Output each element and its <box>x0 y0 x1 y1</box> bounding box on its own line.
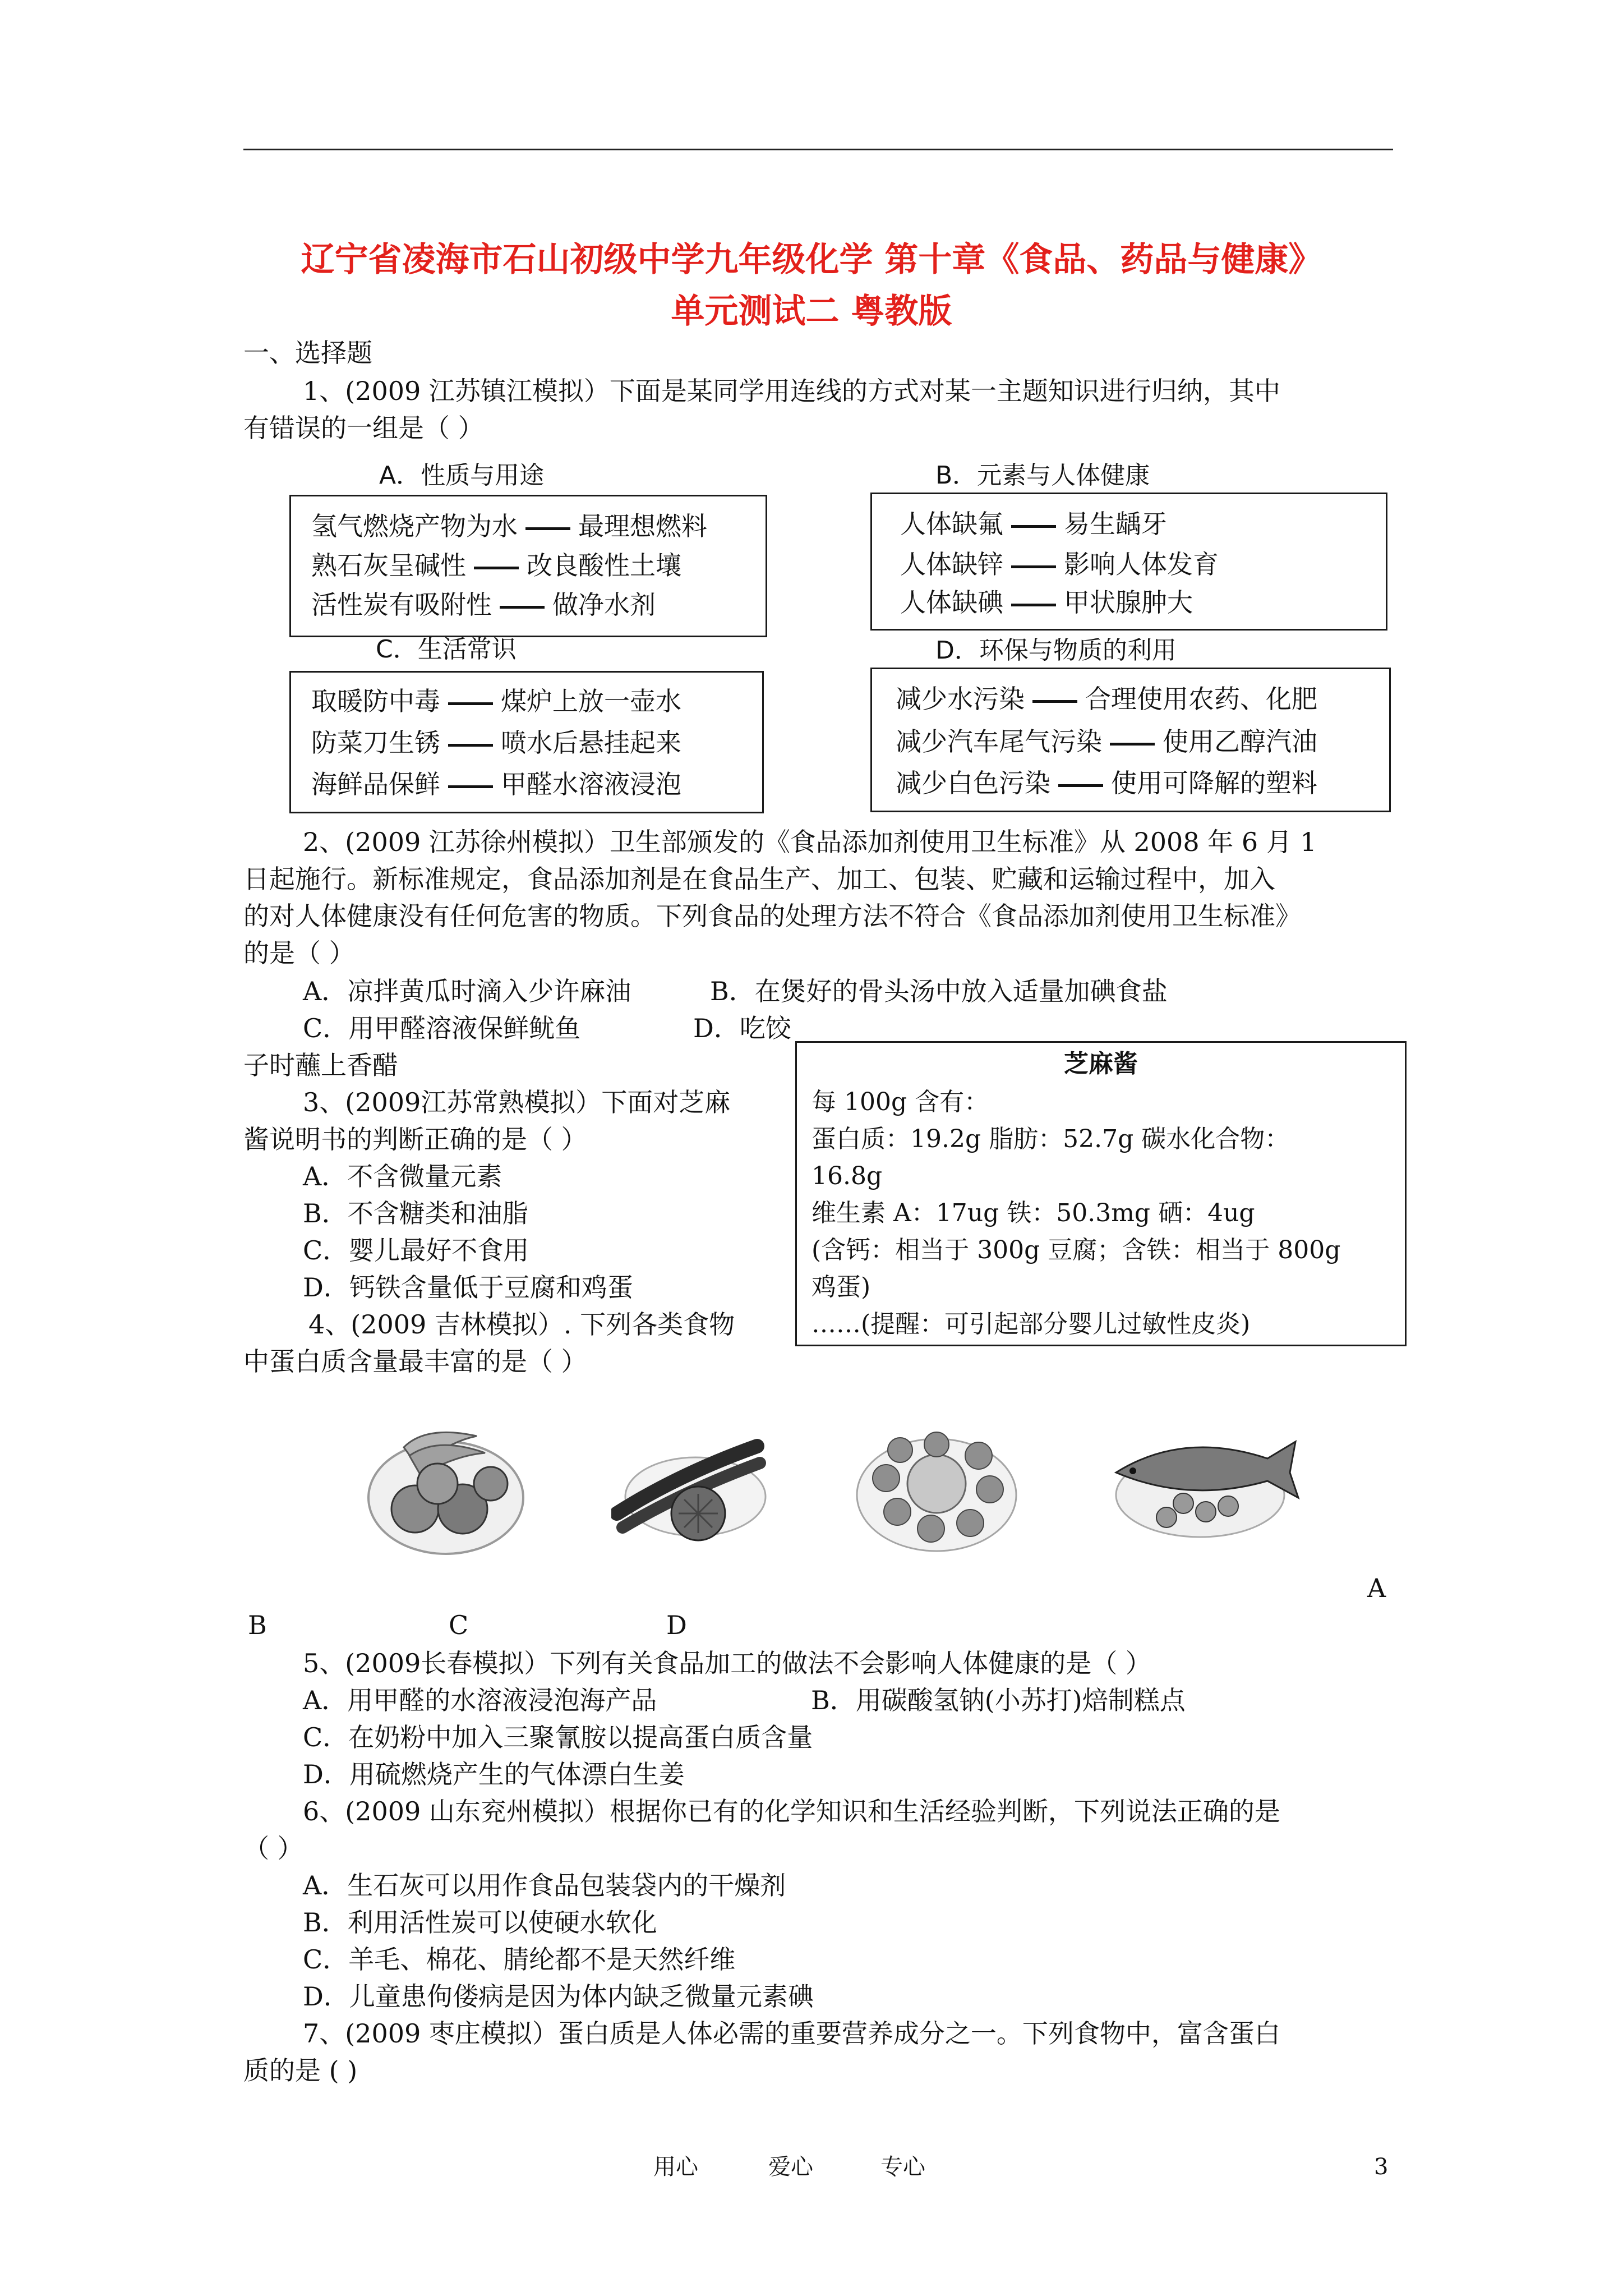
q2-line2: 日起施行。新标准规定，食品添加剂是在食品生产、加工、包装、贮藏和运输过程中，加入 <box>243 864 1275 894</box>
q1-boxC-row <box>311 724 681 761</box>
page-subtitle: 单元测试二 粤教版 <box>671 292 952 331</box>
row-right: 煤炉上放一壶水 <box>501 686 681 716</box>
sesame-line: 维生素 A：17ug 铁：50.3mg 硒：4ug <box>811 1199 1255 1227</box>
connector-line <box>500 606 545 609</box>
q6-line1: 6、(2009 山东兖州模拟）根据你已有的化学知识和生活经验判断，下列说法正确的是 <box>303 1796 1280 1826</box>
q1-boxD <box>870 668 1391 812</box>
q4-label-b: B <box>248 1610 267 1640</box>
row-left: 氢气燃烧产物为水 <box>311 511 518 541</box>
connector-line <box>448 744 493 747</box>
q3-line1: 3、(2009江苏常熟模拟）下面对芝麻 <box>303 1087 731 1117</box>
connector-line <box>1011 525 1056 528</box>
row-right: 做净水剂 <box>552 590 656 620</box>
row-right: 影响人体发育 <box>1064 549 1219 579</box>
q7-line2: 质的是 ( ) <box>243 2055 358 2086</box>
connector-line <box>474 567 519 569</box>
q1-boxA-label: A．性质与用途 <box>379 461 545 490</box>
connector-line <box>1011 565 1056 568</box>
q6-option-a: A．生石灰可以用作食品包装袋内的干燥剂 <box>303 1870 786 1901</box>
row-right: 甲醛水溶液浸泡 <box>501 769 681 799</box>
row-right: 喷水后悬挂起来 <box>501 728 681 758</box>
sesame-line: 16.8g <box>811 1162 883 1190</box>
q1-boxB-label: B．元素与人体健康 <box>935 461 1150 490</box>
q1-boxA-row <box>311 547 681 584</box>
row-right: 最理想燃料 <box>578 511 707 541</box>
row-right: 使用乙醇汽油 <box>1163 726 1317 757</box>
connector-line <box>1032 700 1077 703</box>
q1-line1: 1、(2009 江苏镇江模拟）下面是某同学用连线的方式对某一主题知识进行归纳，其中 <box>303 376 1280 406</box>
connector-line <box>1110 743 1155 746</box>
q3-line2: 酱说明书的判断正确的是（ ） <box>243 1124 587 1154</box>
q2-line1: 2、(2009 江苏徐州模拟）卫生部颁发的《食品添加剂使用卫生标准》从 2008 年 6 月 1 <box>303 827 1317 857</box>
q4-label-d: D <box>666 1610 687 1640</box>
sesame-line: 蛋白质：19.2g 脂肪：52.7g 碳水化合物： <box>811 1125 1290 1153</box>
row-left: 减少汽车尾气污染 <box>896 726 1102 757</box>
row-left: 取暖防中毒 <box>311 686 440 716</box>
food-image-grains <box>852 1416 1021 1559</box>
connector-line <box>1058 784 1103 787</box>
q2-option-b: B．在煲好的骨头汤中放入适量加碘食盐 <box>710 976 1168 1006</box>
q5-line1: 5、(2009长春模拟）下列有关食品加工的做法不会影响人体健康的是（ ） <box>303 1648 1151 1678</box>
q7-line1: 7、(2009 枣庄模拟）蛋白质是人体必需的重要营养成分之一。下列食物中，富含蛋白 <box>303 2018 1280 2049</box>
q4-line2: 中蛋白质含量最丰富的是（ ） <box>243 1346 587 1377</box>
food-image-fruits <box>365 1414 527 1562</box>
grain-plate-icon <box>852 1416 1021 1557</box>
footer-word-3: 专心 <box>880 2154 925 2180</box>
q3-option-c: C．婴儿最好不食用 <box>303 1235 529 1266</box>
row-left: 人体缺氟 <box>900 509 1003 539</box>
q2-option-d-cont: 子时蘸上香醋 <box>243 1050 398 1080</box>
row-right: 甲状腺肿大 <box>1064 587 1193 618</box>
row-right: 使用可降解的塑料 <box>1111 768 1317 798</box>
q5-option-d: D．用硫燃烧产生的气体漂白生姜 <box>303 1759 685 1789</box>
q3-option-d: D．钙铁含量低于豆腐和鸡蛋 <box>303 1272 633 1303</box>
q1-boxD-row <box>896 723 1317 760</box>
q5-option-c: C．在奶粉中加入三聚氰胺以提高蛋白质含量 <box>303 1722 813 1752</box>
page-title: 辽宁省凌海市石山初级中学九年级化学 第十章《食品、药品与健康》 <box>301 240 1322 279</box>
sesame-line: 每 100g 含有： <box>811 1088 989 1116</box>
q1-boxD-row <box>896 765 1317 802</box>
q1-boxD-label: D．环保与物质的利用 <box>935 636 1177 665</box>
footer-word-2: 爱心 <box>768 2154 813 2180</box>
row-right: 合理使用农药、化肥 <box>1085 684 1317 714</box>
q1-boxC <box>289 671 764 813</box>
fish-plate-icon <box>1105 1419 1301 1548</box>
header-rule <box>243 149 1393 150</box>
q1-boxA <box>289 495 767 637</box>
q1-boxA-row <box>311 508 707 545</box>
sesame-label-box <box>795 1041 1407 1346</box>
row-left: 熟石灰呈碱性 <box>311 550 466 581</box>
q6-option-d: D．儿童患佝偻病是因为体内缺乏微量元素碘 <box>303 1981 814 2012</box>
connector-line <box>1011 604 1056 606</box>
q1-boxD-row <box>896 680 1317 717</box>
q5-option-a: A．用甲醛的水溶液浸泡海产品 <box>303 1685 657 1715</box>
sausage-plate-icon <box>611 1429 768 1547</box>
sesame-line: ……(提醒：可引起部分婴儿过敏性皮炎) <box>811 1310 1251 1338</box>
q1-boxC-label: C．生活常识 <box>376 635 517 664</box>
q2-line3: 的对人体健康没有任何危害的物质。下列食品的处理方法不符合《食品添加剂使用卫生标准》 <box>243 901 1301 931</box>
q3-option-a: A．不含微量元素 <box>303 1161 502 1191</box>
q1-boxC-row <box>311 766 681 803</box>
q2-option-d: D．吃饺 <box>693 1013 791 1043</box>
row-right: 改良酸性土壤 <box>527 550 681 581</box>
sesame-line: 鸡蛋) <box>811 1273 871 1301</box>
q3-option-b: B．不含糖类和油脂 <box>303 1198 528 1228</box>
fruit-plate-icon <box>365 1414 527 1559</box>
q4-line1: 4、(2009 吉林模拟）. 下列各类食物 <box>308 1309 735 1340</box>
q1-boxC-row <box>311 683 681 720</box>
sesame-line: (含钙：相当于 300g 豆腐；含铁：相当于 800g <box>811 1236 1341 1264</box>
food-image-sausage <box>611 1429 768 1549</box>
q6-option-b: B．利用活性炭可以使硬水软化 <box>303 1907 657 1938</box>
q2-option-c: C．用甲醛溶液保鲜鱿鱼 <box>303 1013 581 1043</box>
row-left: 海鲜品保鲜 <box>311 769 440 799</box>
q5-option-b: B．用碳酸氢钠(小苏打)焙制糕点 <box>811 1685 1186 1715</box>
q4-label-a: A <box>1367 1573 1386 1603</box>
connector-line <box>448 702 493 705</box>
q1-boxB <box>870 493 1387 631</box>
q6-option-c: C．羊毛、棉花、腈纶都不是天然纤维 <box>303 1944 736 1975</box>
q1-boxB-row <box>900 546 1219 583</box>
q1-boxB-row <box>900 584 1193 621</box>
sesame-title: 芝麻酱 <box>1064 1050 1138 1078</box>
q2-option-a: A．凉拌黄瓜时滴入少许麻油 <box>303 976 631 1006</box>
row-left: 减少水污染 <box>896 684 1025 714</box>
q2-line4: 的是（ ） <box>243 938 355 968</box>
q1-boxB-row <box>900 505 1167 542</box>
q1-boxA-row <box>311 586 656 623</box>
page-number: 3 <box>1374 2154 1389 2180</box>
q1-line2: 有错误的一组是（ ） <box>243 413 484 443</box>
food-image-fish <box>1105 1419 1301 1550</box>
connector-line <box>525 527 570 530</box>
q6-line2: （ ） <box>243 1833 303 1864</box>
row-left: 活性炭有吸附性 <box>311 590 492 620</box>
row-left: 人体缺碘 <box>900 587 1003 618</box>
connector-line <box>448 785 493 788</box>
row-left: 防菜刀生锈 <box>311 728 440 758</box>
row-right: 易生龋牙 <box>1064 509 1167 539</box>
row-left: 减少白色污染 <box>896 768 1050 798</box>
footer-word-1: 用心 <box>653 2154 698 2180</box>
section-heading: 一、选择题 <box>243 338 372 368</box>
q4-label-c: C <box>449 1610 469 1640</box>
row-left: 人体缺锌 <box>900 549 1003 579</box>
